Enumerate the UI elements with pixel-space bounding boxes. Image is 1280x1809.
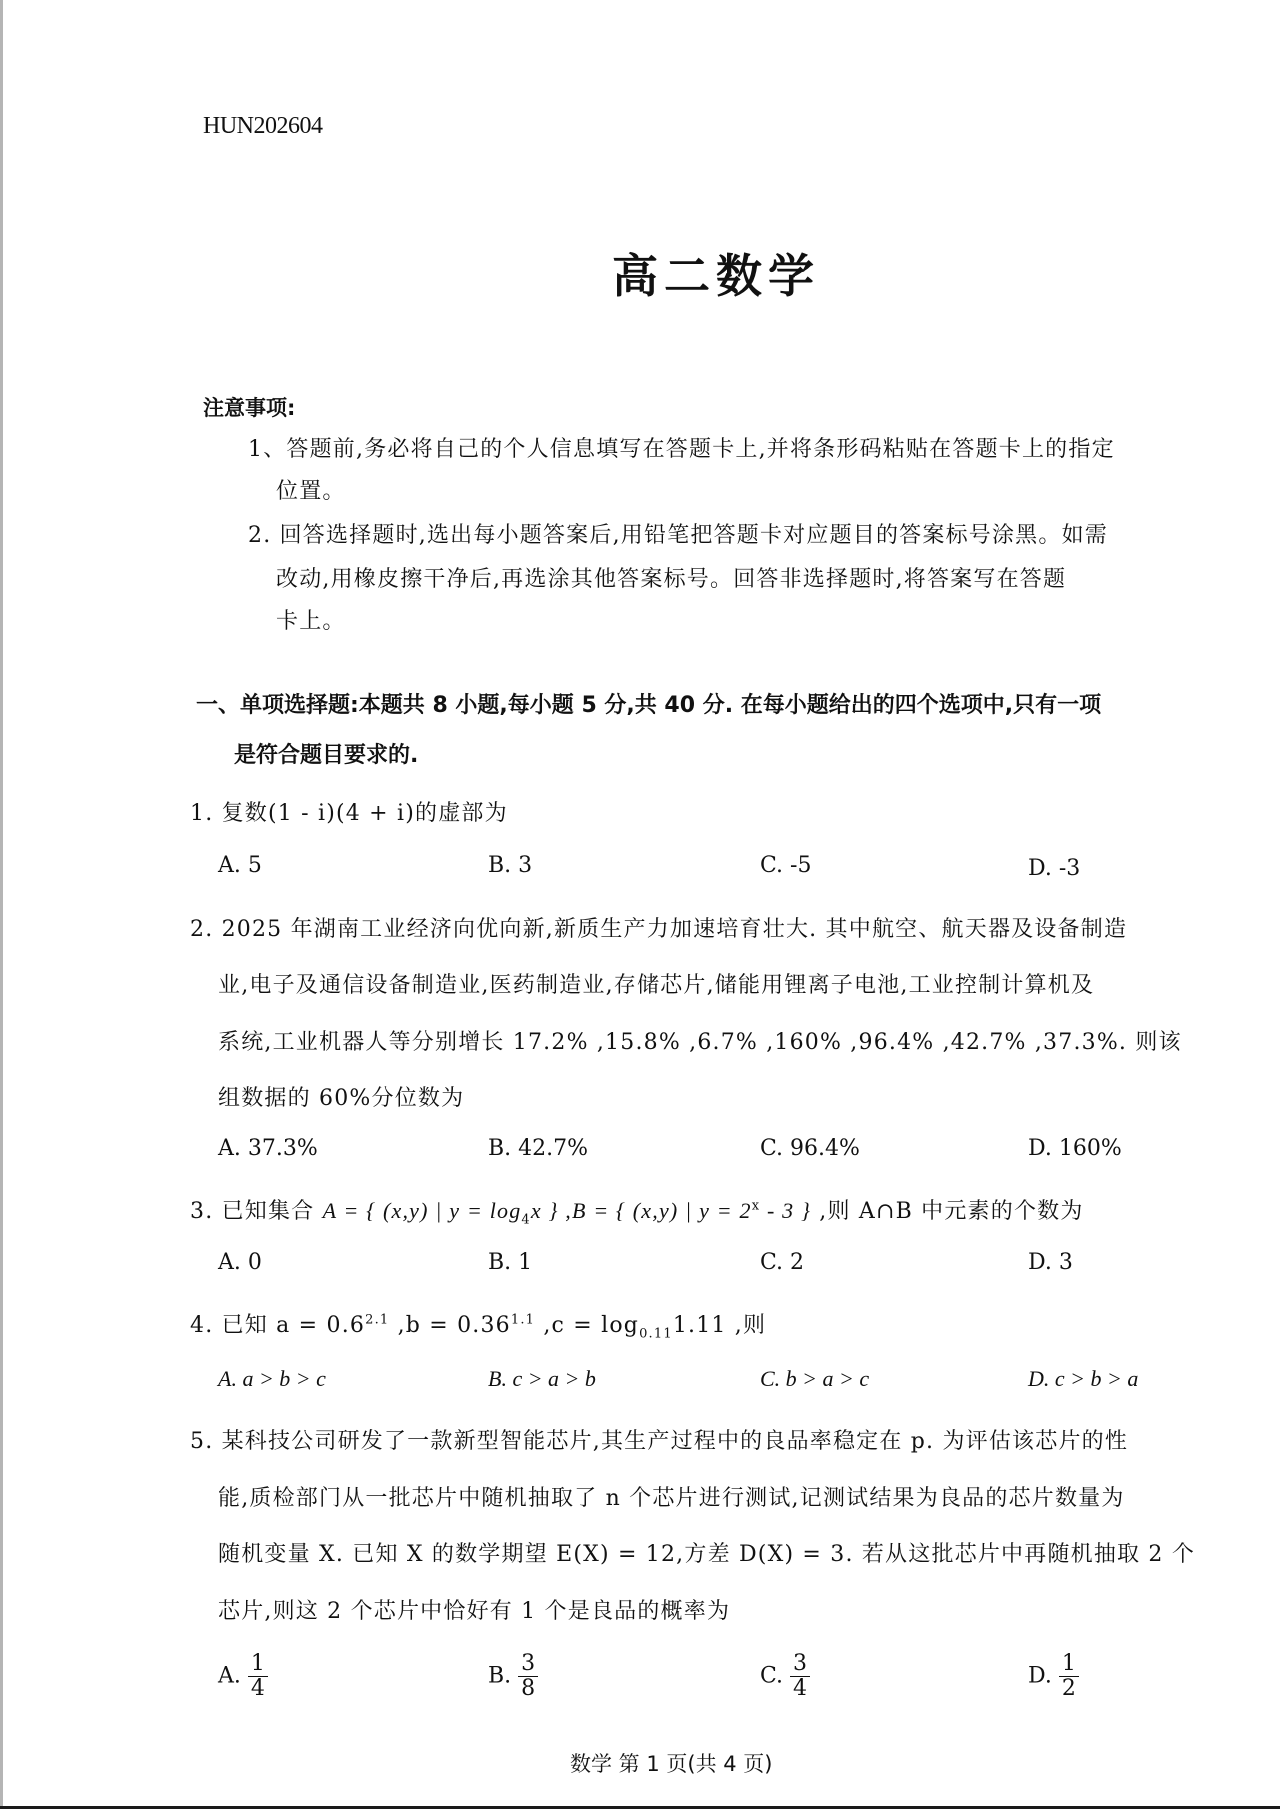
- exam-code: HUN202604: [203, 113, 323, 139]
- denominator: 4: [250, 1676, 265, 1701]
- numerator: 3: [518, 1652, 538, 1677]
- question-5-option-c: [760, 1652, 810, 1701]
- question-2-option-c: C. 96.4%: [760, 1136, 860, 1161]
- question-5-option-a: [218, 1652, 268, 1701]
- question-2-option-d: D. 160%: [1028, 1136, 1122, 1161]
- question-3-stem: [190, 1194, 1084, 1227]
- question-4-option-a: A. a > b > c: [218, 1366, 326, 1391]
- notice-item-2-line-3: 卡上。: [276, 609, 346, 634]
- option-label: B.: [488, 1663, 512, 1689]
- q4-c-tail: 1.11 ,则: [672, 1313, 767, 1338]
- question-3-option-c: C. 2: [760, 1250, 805, 1275]
- q4-c-value: ,c = log: [535, 1313, 640, 1338]
- notice-item-1-line-2: 位置。: [276, 479, 346, 504]
- notice-item-2-line-1: 2. 回答选择题时,选出每小题答案后,用铅笔把答题卡对应题目的答案标号涂黑。如需: [248, 523, 1108, 548]
- option-label: A.: [218, 1663, 241, 1689]
- question-2-option-a: A. 37.3%: [218, 1136, 318, 1161]
- option-label: C.: [760, 1663, 784, 1689]
- question-3-option-b: B. 1: [488, 1250, 533, 1275]
- q3-set-b: ,B = { (x,y) | y = 2: [558, 1198, 752, 1223]
- section-heading-line-2: 是符合题目要求的.: [234, 743, 419, 768]
- q3-suffix: ,则 A∩B 中元素的个数为: [811, 1199, 1084, 1224]
- q4-a-exp: 2.1: [365, 1312, 390, 1328]
- notice-item-1-line-1: 1、答题前,务必将自己的个人信息填写在答题卡上,并将条形码粘贴在答题卡上的指定: [248, 437, 1115, 462]
- numerator: 3: [790, 1652, 810, 1677]
- question-4-option-d: D. c > b > a: [1028, 1366, 1139, 1391]
- notice-heading: 注意事项:: [203, 396, 296, 420]
- question-5-stem-line-4: 芯片,则这 2 个芯片中恰好有 1 个是良品的概率为: [218, 1599, 731, 1624]
- question-1-option-b: B. 3: [488, 853, 533, 878]
- question-4-option-b: B. c > a > b: [488, 1366, 596, 1391]
- question-4-option-c: C. b > a > c: [760, 1366, 870, 1391]
- page-title: 高二数学: [612, 249, 820, 303]
- question-5-option-d: [1028, 1652, 1079, 1701]
- question-2-option-b: B. 42.7%: [488, 1136, 589, 1161]
- q4-b-exp: 1.1: [510, 1312, 536, 1328]
- question-4-stem: [190, 1308, 766, 1341]
- question-5-option-b: [488, 1652, 538, 1701]
- option-label: D.: [1028, 1663, 1052, 1689]
- question-3-option-a: A. 0: [218, 1250, 262, 1275]
- q3-log-base: 4: [521, 1212, 531, 1228]
- question-1-option-a: A. 5: [218, 853, 262, 878]
- q3-prefix: 3. 已知集合: [190, 1199, 323, 1224]
- fraction: [248, 1652, 268, 1701]
- question-1-option-d: D. -3: [1028, 856, 1081, 881]
- denominator: 8: [521, 1676, 536, 1701]
- question-2-stem-line-2: 业,电子及通信设备制造业,医药制造业,存储芯片,储能用锂离子电池,工业控制计算机及: [218, 973, 1095, 998]
- question-2-stem-line-1: 2. 2025 年湖南工业经济向优向新,新质生产力加速培育壮大. 其中航空、航天器及设备制造: [190, 917, 1128, 942]
- q3-exp: x: [751, 1198, 761, 1214]
- question-5-stem-line-1: 5. 某科技公司研发了一款新型智能芯片,其生产过程中的良品率稳定在 p. 为评估该芯片的性: [190, 1429, 1129, 1454]
- q3-set-b-tail: - 3 }: [760, 1198, 812, 1223]
- q4-a-value: 4. 已知 a = 0.6: [190, 1313, 366, 1338]
- numerator: 1: [248, 1652, 268, 1677]
- question-1-stem: 1. 复数(1 - i)(4 + i)的虚部为: [190, 801, 508, 826]
- q3-set-a-tail: x }: [530, 1198, 559, 1223]
- numerator: 1: [1059, 1652, 1079, 1677]
- denominator: 4: [793, 1676, 808, 1701]
- fraction: [1059, 1652, 1079, 1701]
- question-1-option-c: C. -5: [760, 853, 812, 878]
- q4-b-value: ,b = 0.36: [389, 1313, 511, 1338]
- question-2-stem-line-4: 组数据的 60%分位数为: [218, 1086, 465, 1111]
- denominator: 2: [1061, 1676, 1076, 1701]
- question-2-stem-line-3: 系统,工业机器人等分别增长 17.2% ,15.8% ,6.7% ,160% ,96.4% ,42.7% ,37.3%. 则该: [218, 1030, 1182, 1055]
- fraction: [790, 1652, 810, 1701]
- q3-set-a: A = { (x,y) | y = log: [322, 1198, 522, 1223]
- question-5-stem-line-2: 能,质检部门从一批芯片中随机抽取了 n 个芯片进行测试,记测试结果为良品的芯片数量为: [218, 1486, 1125, 1511]
- question-3-option-d: D. 3: [1028, 1250, 1073, 1275]
- q4-c-base: 0.11: [639, 1326, 673, 1342]
- notice-item-2-line-2: 改动,用橡皮擦干净后,再选涂其他答案标号。回答非选择题时,将答案写在答题: [276, 567, 1067, 592]
- section-heading-line-1: 一、单项选择题:本题共 8 小题,每小题 5 分,共 40 分. 在每小题给出的四个选项中,只有一项: [196, 693, 1102, 718]
- page-footer: 数学 第 1 页(共 4 页): [570, 1752, 773, 1776]
- fraction: [518, 1652, 538, 1701]
- scan-left-edge: [0, 0, 3, 1809]
- question-5-stem-line-3: 随机变量 X. 已知 X 的数学期望 E(X) = 12,方差 D(X) = 3. 若从这批芯片中再随机抽取 2 个: [218, 1542, 1196, 1567]
